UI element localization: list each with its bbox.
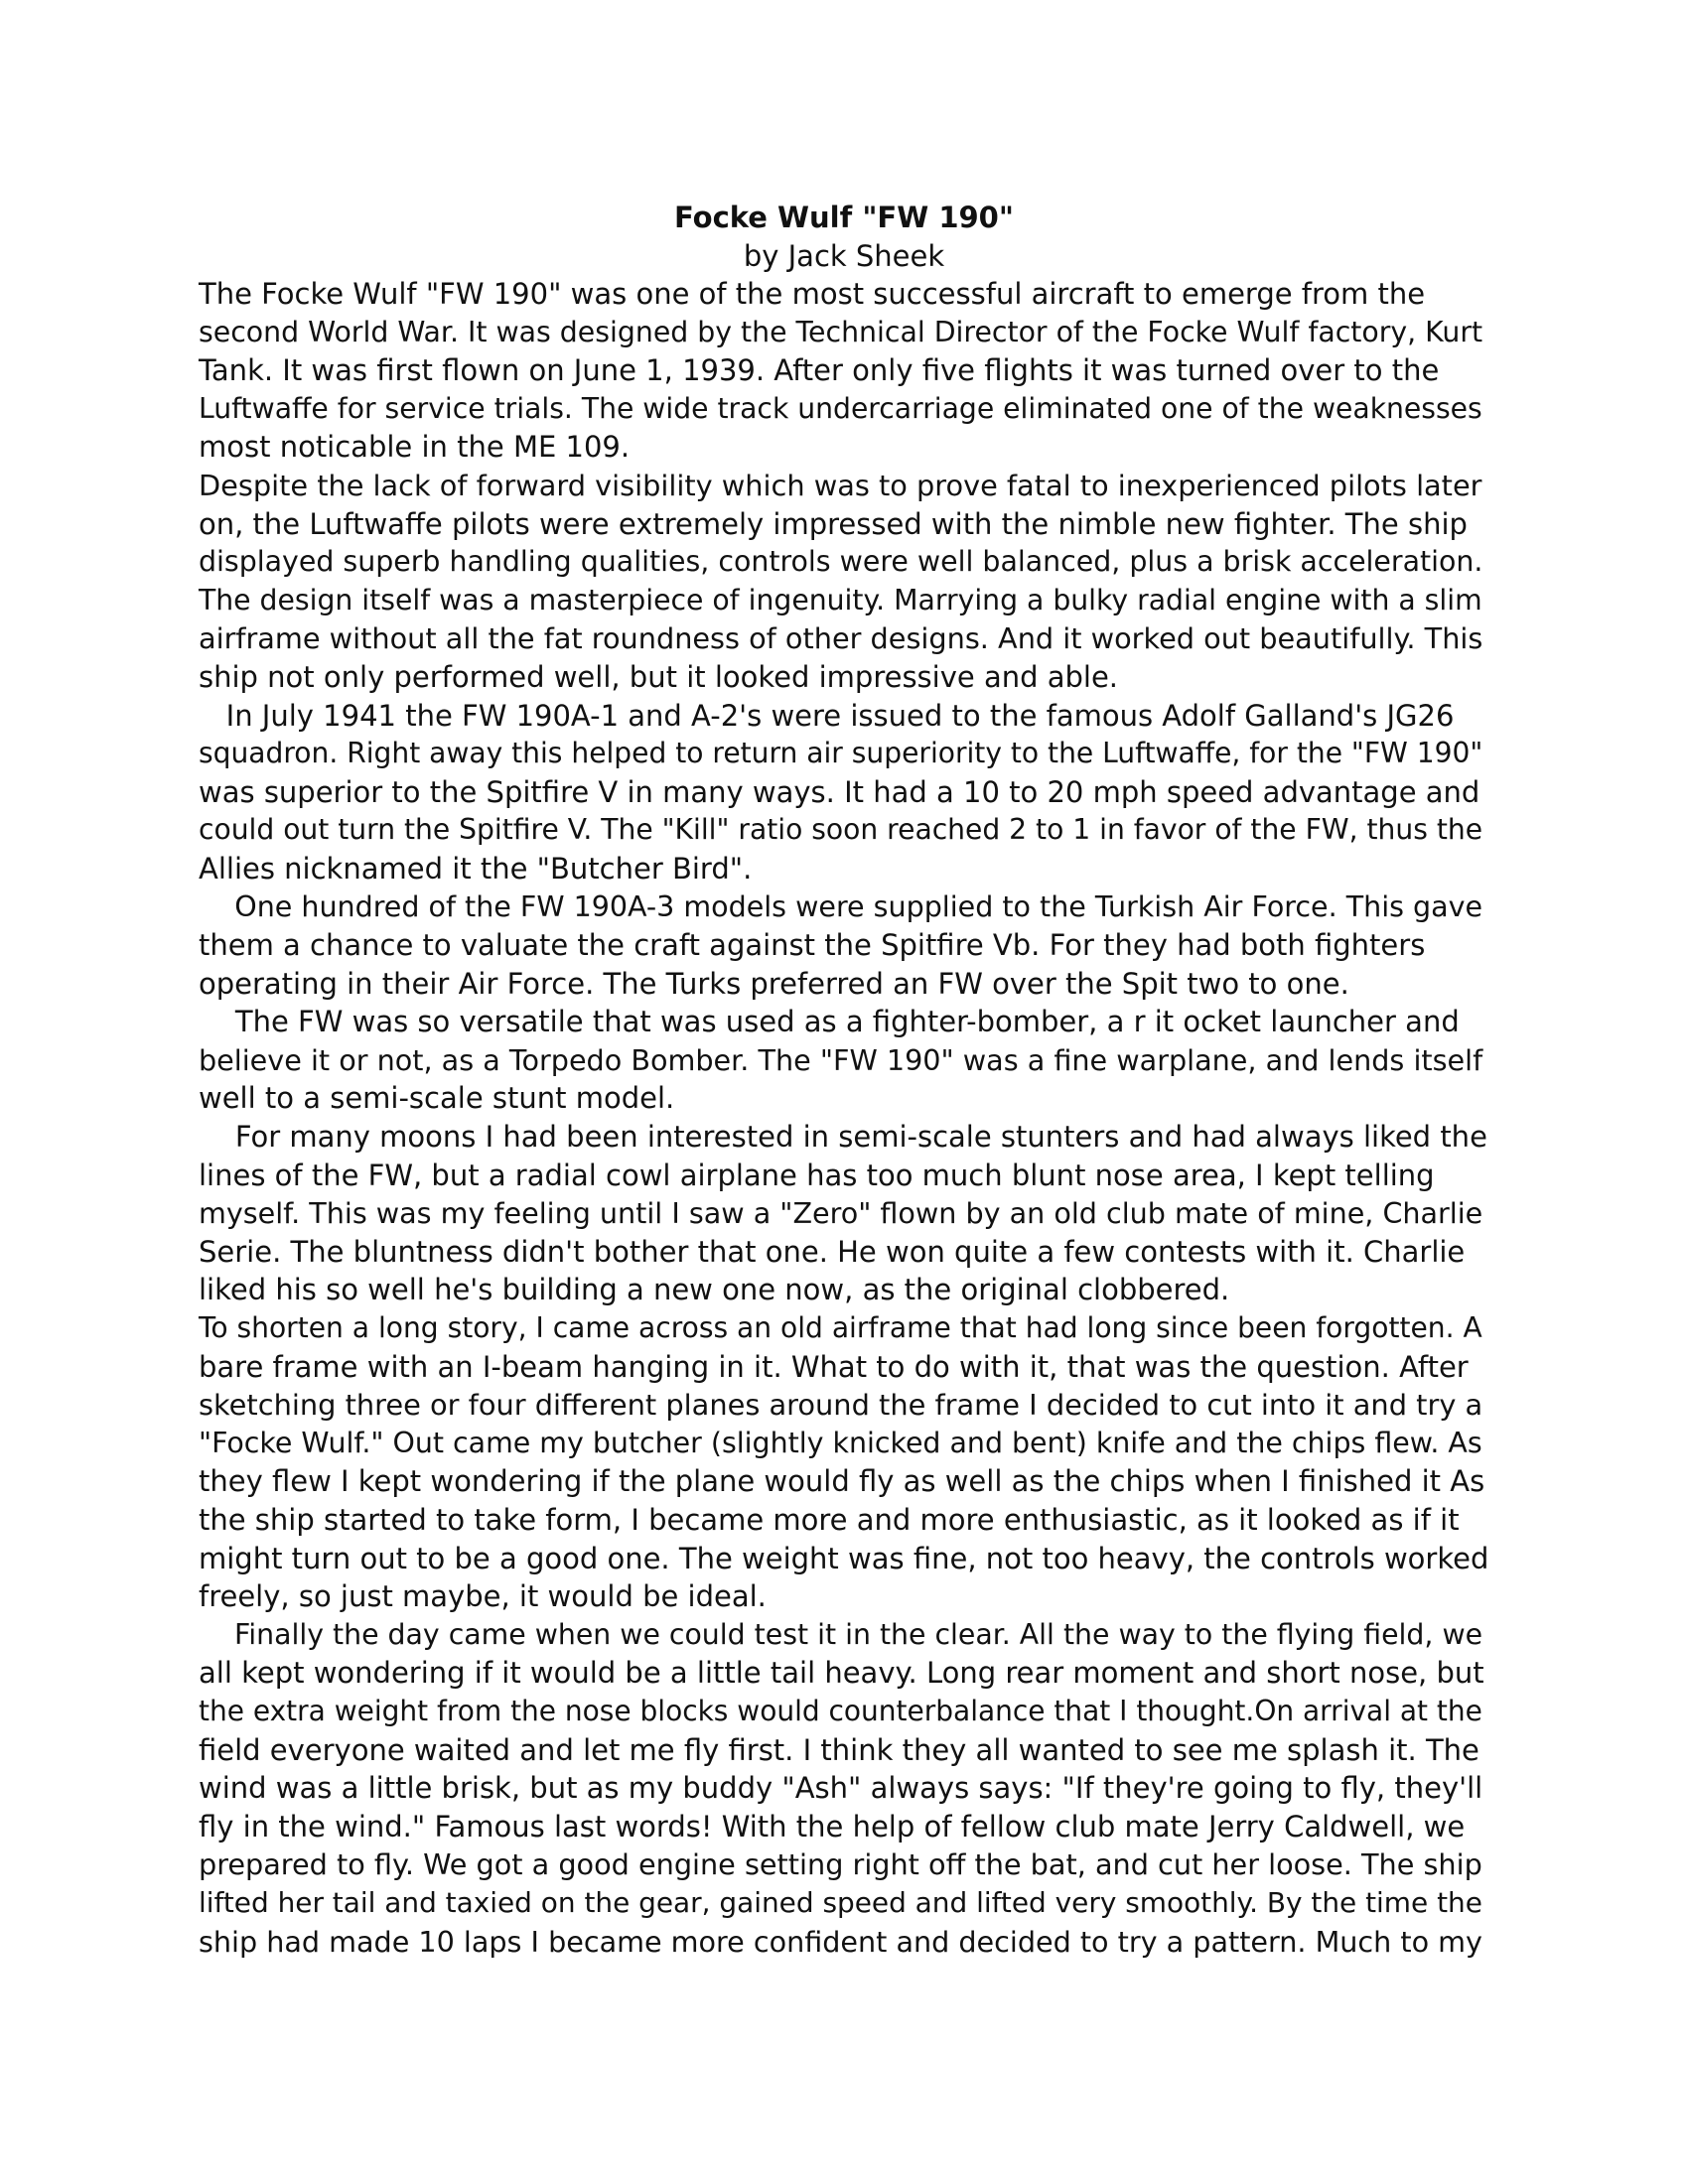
body-line: field everyone waited and let me fly first. I think they all wanted to see me splash it. The [199,1732,1479,1767]
body-line: Serie. The bluntness didn't bother that one. He won quite a few contests with it. Charlie [199,1234,1466,1269]
body-line: second World War. It was designed by the Technical Director of the Focke Wulf factory, Kurt [199,315,1483,348]
body-line: "Focke Wulf." Out came my butcher (slightly knicked and bent) knife and the chips flew. As [199,1426,1482,1459]
body-line: prepared to fly. We got a good engine setting right off the bat, and cut her loose. The ship [199,1847,1482,1882]
body-line: bare frame with an I-beam hanging in it. What to do with it, that was the question. After [199,1349,1469,1384]
body-line: ship not only performed well, but it looked impressive and able. [199,659,1119,694]
article-body [199,275,1489,1961]
body-line: fly in the wind." Famous last words! With the help of fellow club mate Jerry Caldwell, we [199,1809,1466,1843]
body-line: Tank. It was first flown on June 1, 1939. After only five flights it was turned over to the [199,353,1440,388]
body-line: Allies nicknamed it the "Butcher Bird". [199,851,753,886]
body-line: sketching three or four different planes around the frame I decided to cut into it and try a [199,1388,1483,1423]
body-line: One hundred of the FW 190A-3 models were supplied to the Turkish Air Force. This gave [199,889,1483,923]
body-line: they flew I kept wondering if the plane would fly as well as the chips when I finished it As [199,1464,1485,1499]
body-line: the ship started to take form, I became more and more enthusiastic, as it looked as if it [199,1503,1460,1537]
body-line: squadron. Right away this helped to return air superiority to the Luftwaffe, for the "FW 190" [199,737,1483,770]
body-line: In July 1941 the FW 190A-1 and A-2's were issued to the famous Adolf Galland's JG26 [199,698,1455,733]
body-line: airframe without all the fat roundness of other designs. And it worked out beautifully. This [199,621,1483,656]
body-line: To shorten a long story, I came across an old airframe that had long since been forgotten. A [199,1311,1482,1345]
body-line: Finally the day came when we could test it in the clear. All the way to the flying field, we [199,1617,1483,1651]
article-title: Focke Wulf "FW 190" [674,201,1014,234]
body-line: lifted her tail and taxied on the gear, gained speed and lifted very smoothly. By the time the [199,1885,1482,1919]
body-line: Despite the lack of forward visibility which was to prove fatal to inexperienced pilots later [199,468,1482,502]
body-line: wind was a little brisk, but as my buddy "Ash" always says: "If they're going to fly, they'll [199,1771,1483,1806]
body-line: liked his so well he's building a new one now, as the original clobbered. [199,1273,1230,1307]
body-line: myself. This was my feeling until I saw a "Zero" flown by an old club mate of mine, Charlie [199,1196,1483,1231]
body-line: lines of the FW, but a radial cowl airplane has too much blunt nose area, I kept telling [199,1158,1435,1192]
body-line: ship had made 10 laps I became more confident and decided to try a pattern. Much to my [199,1924,1482,1959]
body-line: believe it or not, as a Torpedo Bomber. The "FW 190" was a fine warplane, and lends itself [199,1042,1483,1077]
body-line: Luftwaffe for service trials. The wide track undercarriage eliminated one of the weaknesses [199,391,1482,425]
body-line: the extra weight from the nose blocks would counterbalance that I thought.On arrival at the [199,1694,1482,1727]
body-line: The Focke Wulf "FW 190" was one of the most successful aircraft to emerge from the [199,277,1426,311]
body-line: could out turn the Spitfire V. The "Kill" ratio soon reached 2 to 1 in favor of the FW, thus the [199,813,1483,847]
body-line: displayed superb handling qualities, controls were well balanced, plus a brisk acceleration. [199,545,1483,579]
article-byline: by Jack Sheek [743,239,945,273]
body-line: most noticable in the ME 109. [199,430,631,465]
body-line: The FW was so versatile that was used as a fighter-bomber, a r it ocket launcher and [199,1005,1460,1039]
body-line: operating in their Air Force. The Turks preferred an FW over the Spit two to one. [199,966,1349,1001]
body-line: well to a semi-scale stunt model. [199,1081,675,1116]
body-line: might turn out to be a good one. The weight was fine, not too heavy, the controls worked [199,1541,1489,1575]
body-line: For many moons I had been interested in semi-scale stunters and had always liked the [199,1120,1487,1155]
body-line: all kept wondering if it would be a little tail heavy. Long rear moment and short nose, but [199,1656,1484,1691]
body-line: them a chance to valuate the craft against the Spitfire Vb. For they had both fighters [199,928,1426,963]
body-line: freely, so just maybe, it would be ideal. [199,1579,767,1614]
body-line: was superior to the Spitfire V in many ways. It had a 10 to 20 mph speed advantage and [199,774,1480,809]
body-line: on, the Luftwaffe pilots were extremely impressed with the nimble new fighter. The ship [199,506,1468,541]
body-line: The design itself was a masterpiece of ingenuity. Marrying a bulky radial engine with a slim [199,583,1482,616]
